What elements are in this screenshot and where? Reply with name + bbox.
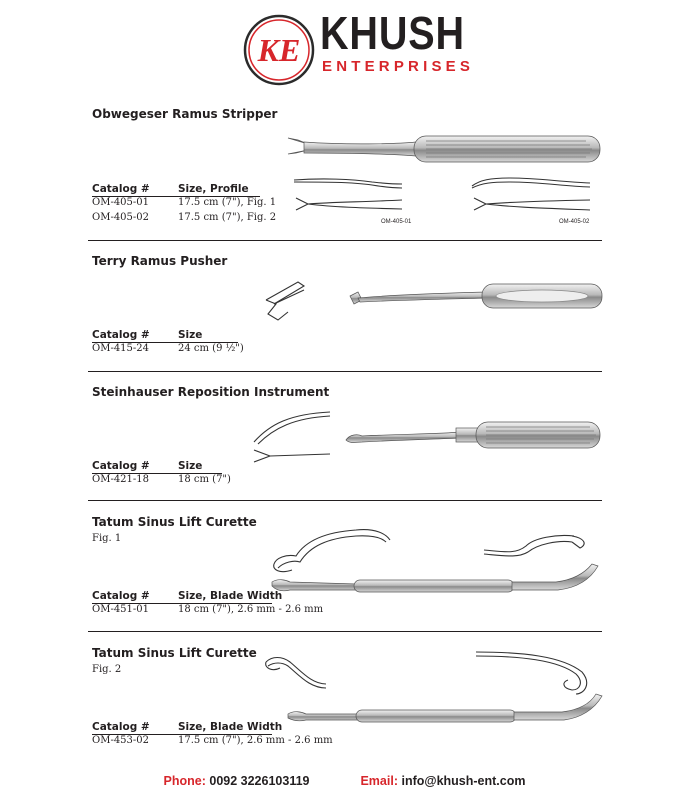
row-size: 17.5 cm (7"), Fig. 1	[178, 197, 277, 208]
ramus-pusher-illustration	[262, 270, 612, 330]
col-catalog-header: Catalog #	[92, 460, 150, 472]
col-catalog-header: Catalog #	[92, 183, 150, 195]
phone-label: Phone:	[163, 774, 206, 788]
col-size-header: Size, Profile	[178, 183, 249, 195]
section-title: Steinhauser Reposition Instrument	[92, 385, 330, 399]
company-subtitle: ENTERPRISES	[322, 58, 475, 75]
contact-footer	[0, 774, 689, 788]
figure-label: Fig. 1	[92, 533, 122, 544]
section-title: Obwegeser Ramus Stripper	[92, 107, 278, 121]
reposition-instrument-illustration	[250, 404, 610, 464]
profile-fig1-drawing	[292, 174, 404, 214]
sinus-curette-fig1-illustration	[266, 520, 606, 600]
profile-fig2-drawing	[470, 174, 592, 214]
section-title: Tatum Sinus Lift Curette	[92, 515, 257, 529]
section-divider	[88, 240, 602, 241]
row-catalog: OM-405-01	[92, 197, 150, 208]
figure-label: Fig. 2	[92, 664, 122, 675]
col-size-header: Size, Blade Width	[178, 590, 283, 602]
row-catalog: OM-451-01	[92, 604, 150, 615]
email-label: Email:	[360, 774, 398, 788]
row-catalog: OM-415-24	[92, 343, 150, 354]
row-size: 17.5 cm (7"), 2.6 mm - 2.6 mm	[178, 735, 333, 746]
section-title: Terry Ramus Pusher	[92, 254, 228, 268]
section-title: Tatum Sinus Lift Curette	[92, 646, 257, 660]
row-size: 24 cm (9 ½")	[178, 343, 244, 354]
sinus-curette-fig2-illustration	[262, 644, 606, 726]
col-catalog-header: Catalog #	[92, 590, 150, 602]
row-size: 18 cm (7")	[178, 474, 231, 485]
company-name: KHUSH	[320, 7, 465, 59]
col-size-header: Size, Blade Width	[178, 721, 283, 733]
col-catalog-header: Catalog #	[92, 329, 150, 341]
logo-initials: KE	[257, 32, 301, 68]
section-divider	[88, 371, 602, 372]
caption-fig2: OM-405-02	[559, 219, 590, 225]
col-size-header: Size	[178, 460, 203, 472]
phone-number[interactable]: 0092 3226103119	[209, 774, 310, 788]
col-size-header: Size	[178, 329, 203, 341]
email-address[interactable]: info@khush-ent.com	[401, 774, 526, 788]
row-catalog: OM-421-18	[92, 474, 150, 485]
caption-fig1: OM-405-01	[381, 219, 412, 225]
ke-logo-icon	[243, 14, 315, 86]
row-size: 18 cm (7"), 2.6 mm - 2.6 mm	[178, 604, 324, 615]
col-catalog-header: Catalog #	[92, 721, 150, 733]
row-catalog: OM-405-02	[92, 212, 150, 223]
row-size: 17.5 cm (7"), Fig. 2	[178, 212, 277, 223]
row-catalog: OM-453-02	[92, 735, 150, 746]
section-divider	[88, 631, 602, 632]
section-divider	[88, 500, 602, 501]
ramus-stripper-illustration	[286, 128, 606, 178]
